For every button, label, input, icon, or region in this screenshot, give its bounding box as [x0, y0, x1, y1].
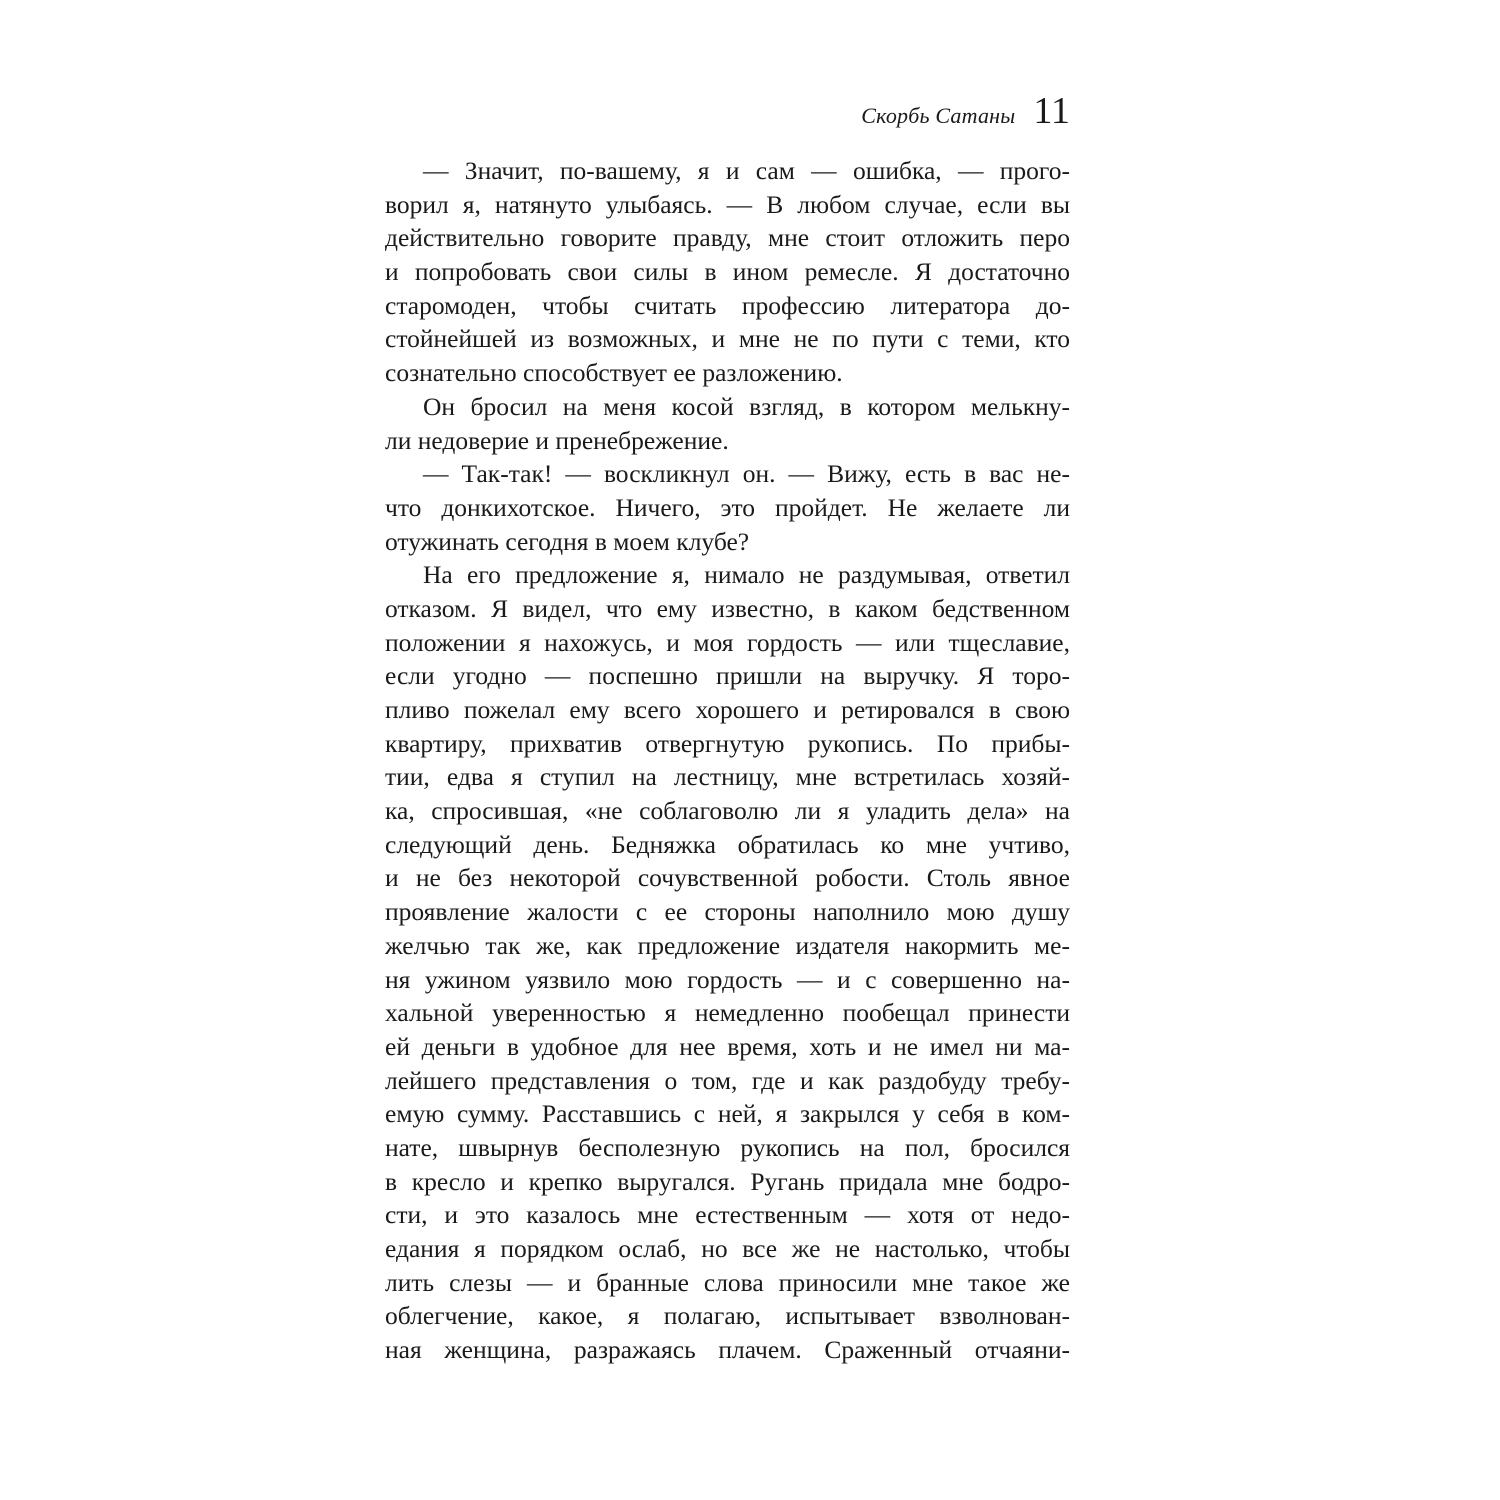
text-line: нате, швырнув бесполезную рукопись на пол, бросился — [385, 1132, 1070, 1162]
text-line: лейшего представления о том, где и как раздобуду требу- — [385, 1065, 1070, 1095]
text-line: если угодно — поспешно пришли на выручку. Я торо- — [385, 661, 1070, 691]
text-line: пливо пожелал ему всего хорошего и ретировался в свою — [385, 695, 1070, 724]
text-line: Он бросил на меня косой взгляд, в котором мелькну- — [423, 391, 1070, 421]
text-line: сознательно способствует ее разложению. — [385, 358, 843, 388]
text-line: положении я нахожусь, и моя гордость — или тщеславие, — [385, 627, 1070, 657]
text-line: действительно говорите правду, мне стоит отложить перо — [385, 223, 1070, 253]
text-line: На его предложение я, нимало не раздумывая, ответил — [423, 560, 1070, 590]
text-line: в кресло и крепко выругался. Ругань придала мне бодро- — [385, 1166, 1070, 1196]
text-line: старомоден, чтобы считать профессию литератора до- — [385, 290, 1070, 320]
text-line: отужинать сегодня в моем клубе? — [385, 526, 750, 556]
text-line: — Так-так! — воскликнул он. — Вижу, есть в вас не- — [423, 459, 1070, 489]
text-line: облегчение, какое, я полагаю, испытывает взволнован- — [385, 1301, 1070, 1331]
running-head — [385, 92, 1070, 148]
page-number: 11 — [1033, 90, 1070, 132]
text-line: ли недоверие и пренебрежение. — [385, 425, 729, 455]
text-line: тии, едва я ступил на лестницу, мне встретилась хозяй- — [385, 762, 1070, 792]
text-block — [385, 154, 1070, 1367]
text-line: ворил я, натянуто улыбаясь. — В любом случае, если вы — [385, 189, 1070, 219]
text-line: квартиру, прихватив отвергнутую рукопись. По прибы- — [385, 728, 1070, 758]
running-title: Скорбь Сатаны — [861, 103, 1016, 128]
text-line: хальной уверенностью я немедленно пообещал принести — [385, 998, 1070, 1028]
text-line: и попробовать свои силы в ином ремесле. Я достаточно — [385, 257, 1070, 287]
text-line: емую сумму. Расставшись с ней, я закрылся у себя в ком- — [385, 1099, 1070, 1129]
text-line: — Значит, по-вашему, я и сам — ошибка, — прого- — [423, 156, 1070, 185]
text-line: стойнейшей из возможных, и мне не по пути с теми, кто — [385, 324, 1070, 354]
text-line: желчью так же, как предложение издателя накормить ме- — [385, 930, 1070, 960]
text-line: проявление жалости с ее стороны наполнило мою душу — [385, 897, 1070, 927]
text-line: что донкихотское. Ничего, это пройдет. Не желаете ли — [385, 492, 1070, 522]
text-line: лить слезы — и бранные слова приносили мне такое же — [385, 1267, 1070, 1297]
text-line: и не без некоторой сочувственной робости. Столь явное — [385, 863, 1070, 893]
text-line: сти, и это казалось мне естественным — хотя от недо- — [385, 1200, 1070, 1230]
text-line: отказом. Я видел, что ему известно, в каком бедственном — [385, 593, 1070, 623]
text-line: ей деньги в удобное для нее время, хоть и не имел ни ма- — [385, 1031, 1070, 1061]
text-line: ня ужином уязвило мою гордость — и с совершенно на- — [385, 964, 1070, 994]
text-line: ная женщина, разражаясь плачем. Сраженный отчаяни- — [385, 1335, 1070, 1365]
text-line: едания я порядком ослаб, но все же не настолько, чтобы — [385, 1234, 1070, 1263]
text-line: следующий день. Бедняжка обратилась ко мне учтиво, — [385, 829, 1070, 859]
text-line: ка, спросившая, «не соблаговолю ли я уладить дела» на — [385, 796, 1070, 826]
